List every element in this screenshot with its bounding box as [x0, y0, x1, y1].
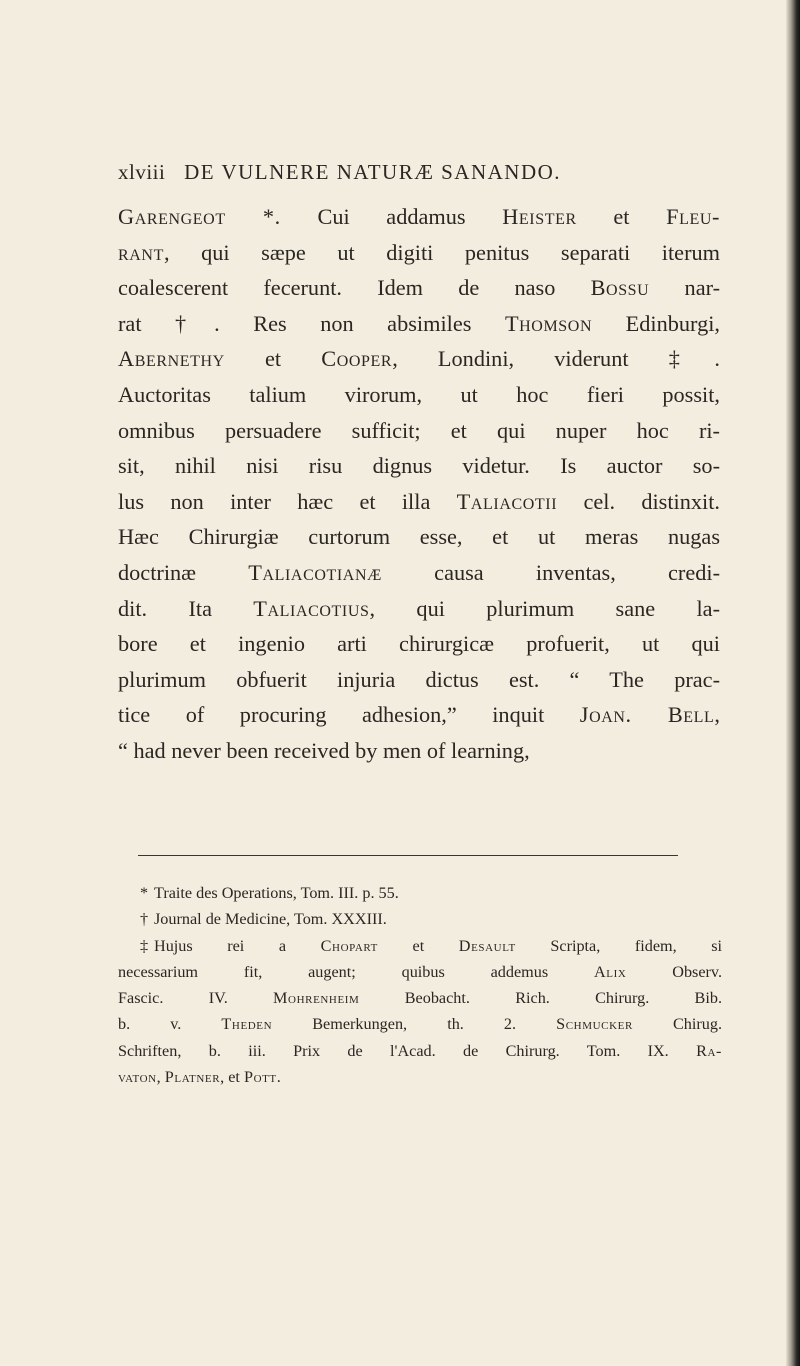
body-line: sit, nihil nisi risu dignus videtur. Is auctor so- [118, 453, 720, 479]
page-number: xlviii [118, 160, 166, 184]
footnote-3-line: necessarium fit, augent; quibus addemus Alix Observ. [118, 962, 723, 981]
footnote-3-line: b. v. Theden Bemerkungen, th. 2. Schmucker Chirug. [118, 1015, 722, 1034]
running-header [118, 160, 561, 185]
footnote-3-line: Schriften, b. iii. Prix de l'Acad. de Chirurg. Tom. IX. Ra- [118, 1041, 722, 1060]
body-line: “ had never been received by men of learning, [118, 737, 530, 763]
body-line: lus non inter hæc et illa Taliacotii cel. distinxit. [118, 488, 720, 514]
body-line: Abernethy et Cooper, Londini, viderunt ‡. [118, 346, 720, 372]
body-line: Garengeot *. Cui addamus Heister et Fleu- [118, 204, 721, 229]
body-line: Auctoritas talium virorum, ut hoc fieri possit, [118, 381, 720, 407]
body-line: rant, qui sæpe ut digiti penitus separati iterum [118, 239, 720, 265]
body-line: tice of procuring adhesion,” inquit Joan. Bell, [118, 702, 720, 728]
footnote-3-line: Fascic. IV. Mohrenheim Beobacht. Rich. Chirurg. Bib. [118, 989, 722, 1008]
footnote-mark: * [140, 884, 149, 902]
running-title: DE VULNERE NATURÆ SANANDO. [184, 160, 562, 184]
footnote-1: * Traite des Operations, Tom. III. p. 55. [118, 880, 722, 906]
body-line: rat †. Res non absimiles Thomson Edinburgi, [118, 310, 720, 336]
page-edge-shadow [786, 0, 800, 1366]
footnote-rule [138, 855, 678, 856]
body-line: Hæc Chirurgiæ curtorum esse, et ut meras nugas [118, 524, 720, 550]
footnote-2: † Journal de Medicine, Tom. XXXIII. [118, 906, 722, 932]
body-line: coalescerent fecerunt. Idem de naso Bossu nar- [118, 275, 721, 301]
footnote-mark: † [140, 910, 149, 929]
footnote-3-line: vaton, Platner, et Pott. [118, 1068, 281, 1087]
body-line: dit. Ita Taliacotius, qui plurimum sane la- [118, 595, 720, 621]
body-line: omnibus persuadere sufficit; et qui nuper hoc ri- [118, 417, 720, 443]
footnote-mark: ‡ [140, 936, 149, 955]
body-line: plurimum obfuerit injuria dictus est. “ The prac- [118, 666, 720, 692]
body-line: bore et ingenio arti chirurgicæ profuerit, ut qui [118, 631, 720, 657]
footnotes [118, 880, 722, 1090]
body-text [118, 199, 720, 769]
body-line: doctrinæ Taliacotianæ causa inventas, credi- [118, 559, 720, 585]
footnote-3: ‡ Hujus rei a Chopart et Desault Scripta, fidem, si [118, 933, 722, 959]
